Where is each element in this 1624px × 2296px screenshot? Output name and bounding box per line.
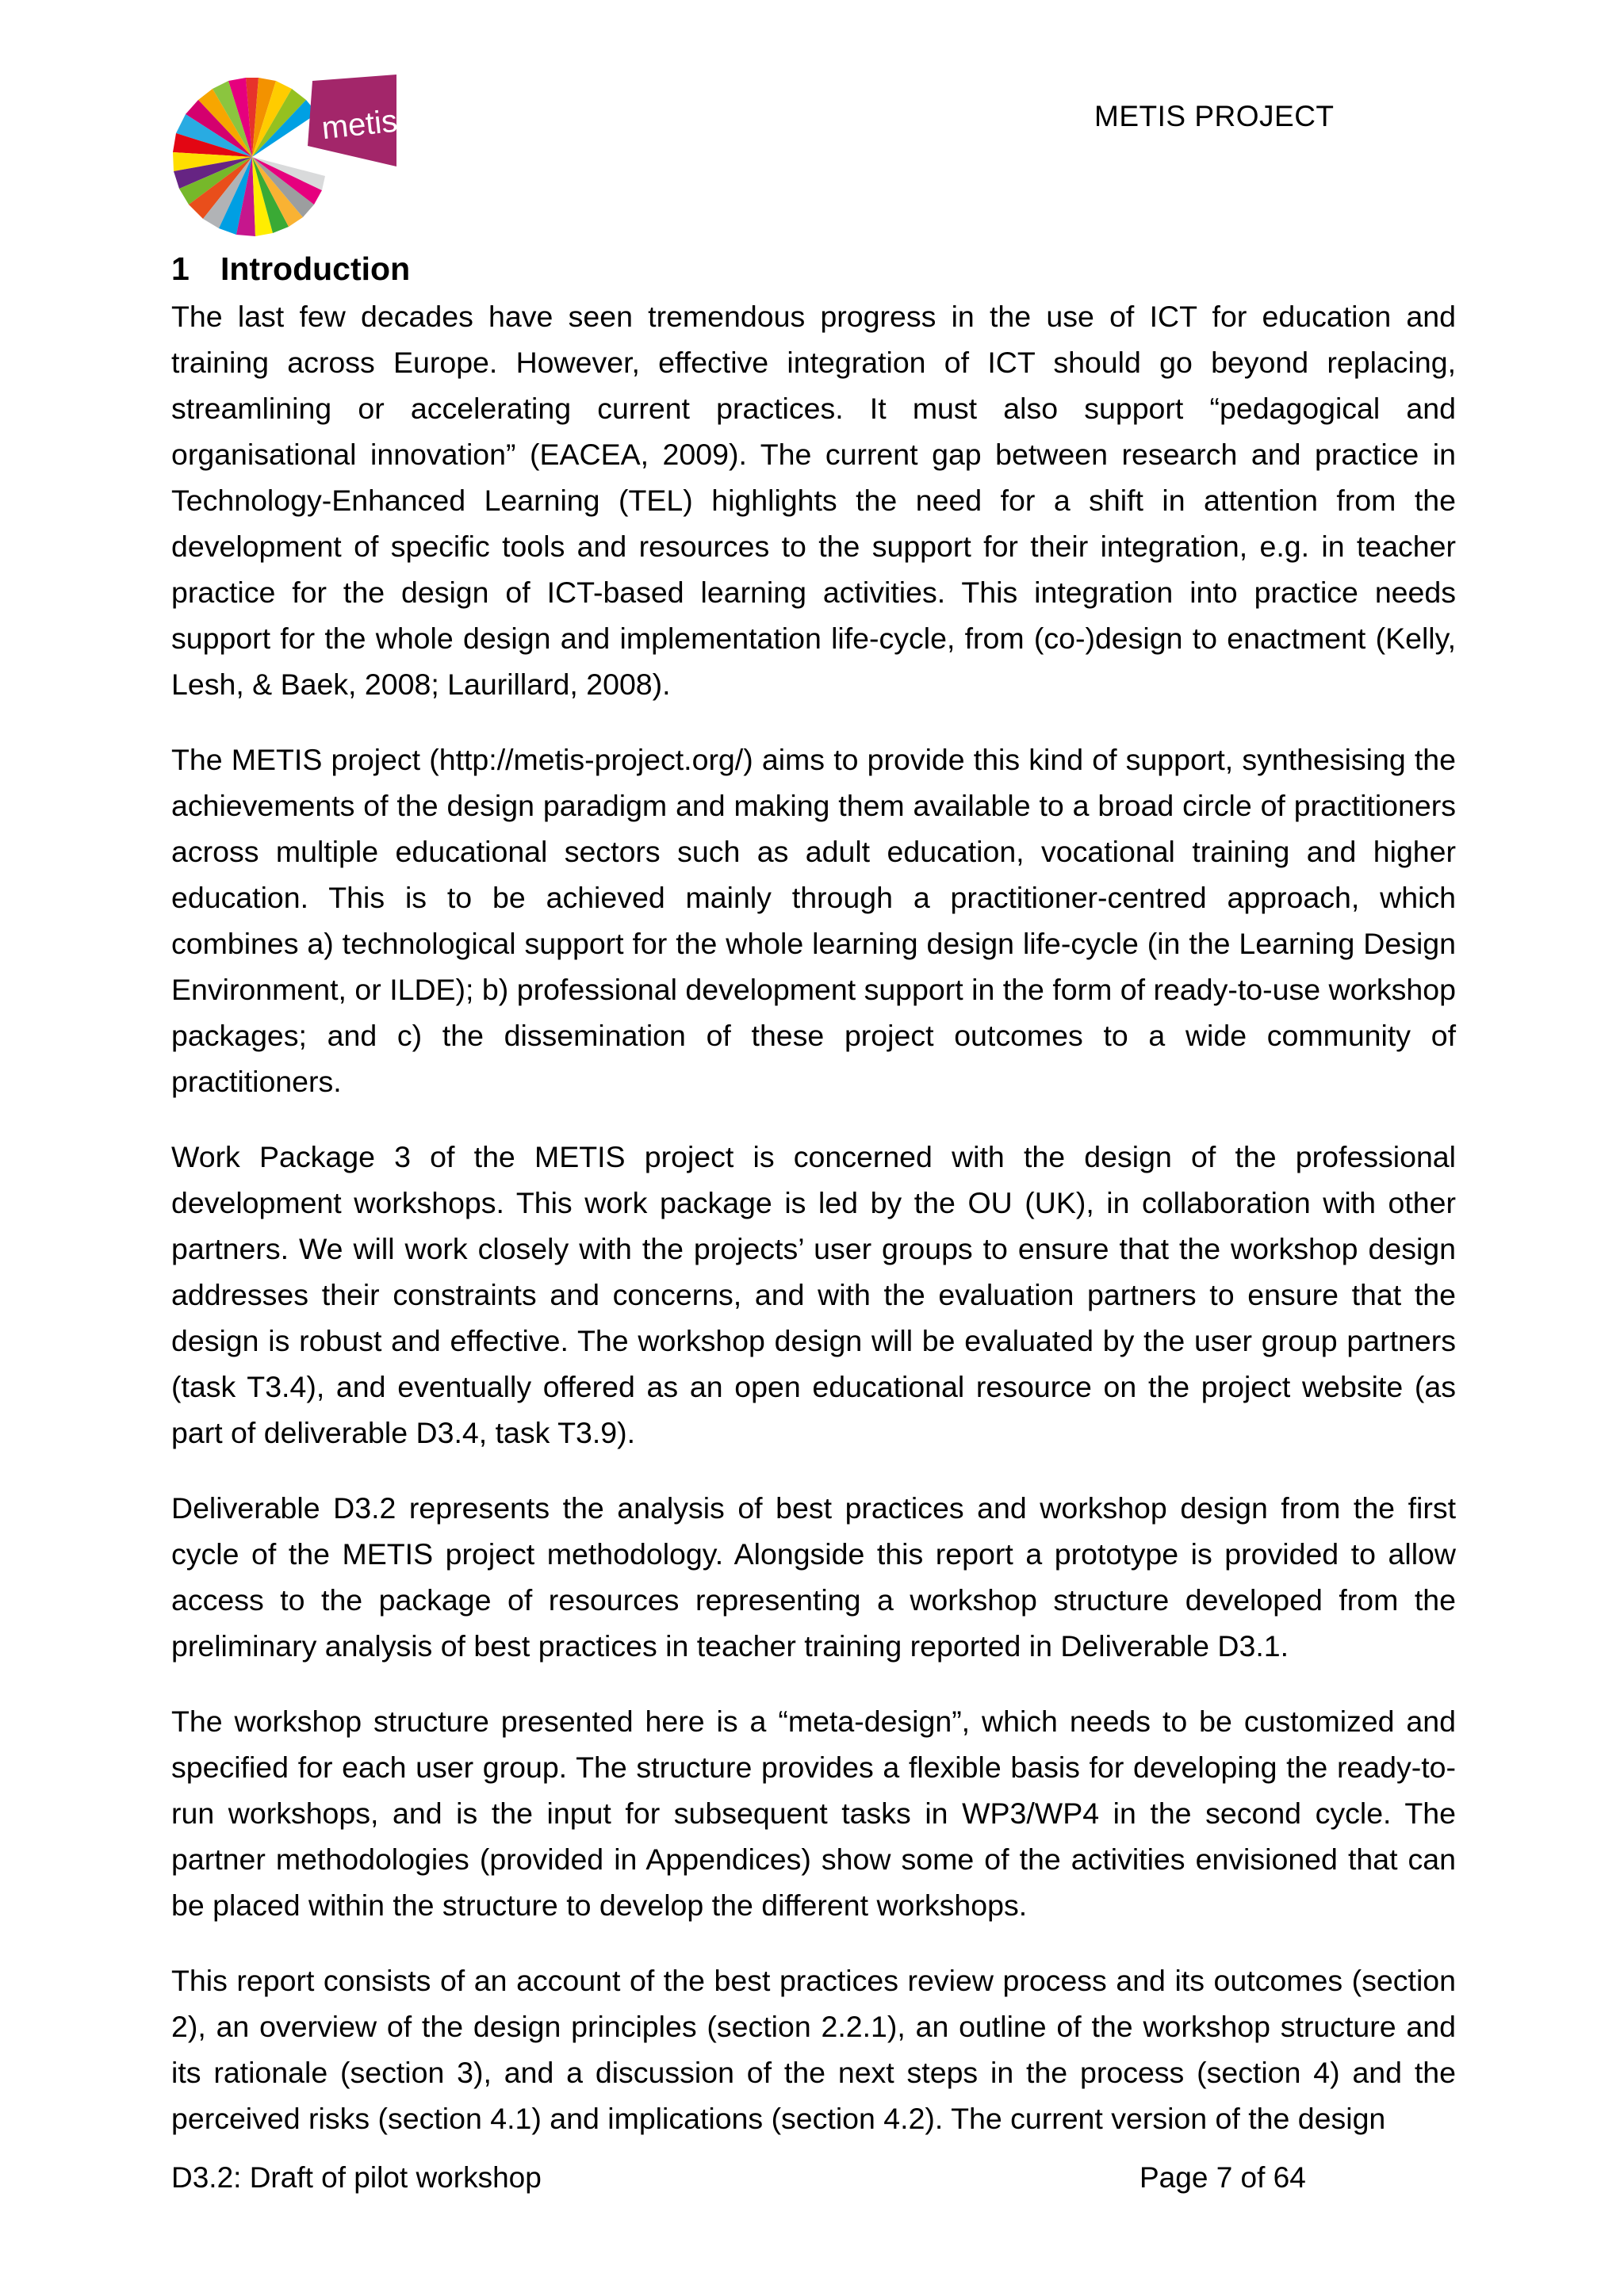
paragraph: The METIS project (http://metis-project.org/) aims to provide this kind of support, synthesising the achievements of the design paradigm and making them available to a broad circle of practitioners across multiple educational sectors such as adult education, vocational training and higher education. This is to be achieved mainly through a practitioner-centred approach, which combines a) technological support for the whole learning design life-cycle (in the Learning Design Environment, or ILDE); b) professional development support in the form of ready-to-use workshop packages; and c) the dissemination of these project outcomes to a wide community of practitioners.: [171, 743, 1456, 1098]
section-heading: [171, 251, 410, 288]
section-title: Introduction: [220, 251, 411, 287]
paragraph: Work Package 3 of the METIS project is concerned with the design of the professional development workshops. This work package is led by the OU (UK), in collaboration with other partners. We will work closely with the projects’ user groups to ensure that the workshop design addresses their constraints and concerns, and with the evaluation partners to ensure that the design is robust and effective. The workshop design will be evaluated by the user group partners (task T3.4), and eventually offered as an open educational resource on the project website (as part of deliverable D3.4, task T3.9).: [171, 1140, 1456, 1449]
section-number: 1: [171, 251, 190, 287]
paragraph: The last few decades have seen tremendous progress in the use of ICT for education and training across Europe. However, effective integration of ICT should go beyond replacing, streamlining or accelerating current practices. It must also support “pedagogical and organisational innovation” (EACEA, 2009). The current gap between research and practice in Technology-Enhanced Learning (TEL) highlights the need for a shift in attention from the development of specific tools and resources to the support for their integration, e.g. in teacher practice for the design of ICT-based learning activities. This integration into practice needs support for the whole design and implementation life-cycle, from (co-)design to enactment (Kelly, Lesh, & Baek, 2008; Laurillard, 2008).: [171, 300, 1456, 701]
logo-petals: [173, 78, 325, 236]
logo-wordmark: metis: [320, 103, 400, 147]
footer-page-number: Page 7 of 64: [1139, 2161, 1306, 2194]
project-title: METIS PROJECT: [1094, 100, 1335, 132]
paragraph: This report consists of an account of the best practices review process and its outcomes (section 2), an overview of the design principles (section 2.2.1), an outline of the workshop structure and its rationale (section 3), and a discussion of the next steps in the process (section 4) and the perceived risks (section 4.1) and implications (section 4.2). The current version of the design: [171, 1964, 1456, 2135]
paragraph: Deliverable D3.2 represents the analysis of best practices and workshop design from the first cycle of the METIS project methodology. Alongside this report a prototype is provided to allow access to the package of resources representing a workshop structure developed from the preliminary analysis of best practices in teacher training reported in Deliverable D3.1.: [171, 1491, 1456, 1663]
paragraph: The workshop structure presented here is a “meta-design”, which needs to be customized and specified for each user group. The structure provides a flexible basis for developing the ready-to-run workshops, and is the input for subsequent tasks in WP3/WP4 in the second cycle. The partner methodologies (provided in Appendices) show some of the activities envisioned that can be placed within the structure to develop the different workshops.: [171, 1705, 1456, 1922]
body-text: [171, 293, 1456, 2171]
footer-document-title: D3.2: Draft of pilot workshop: [171, 2161, 542, 2194]
metis-logo: [173, 73, 403, 241]
